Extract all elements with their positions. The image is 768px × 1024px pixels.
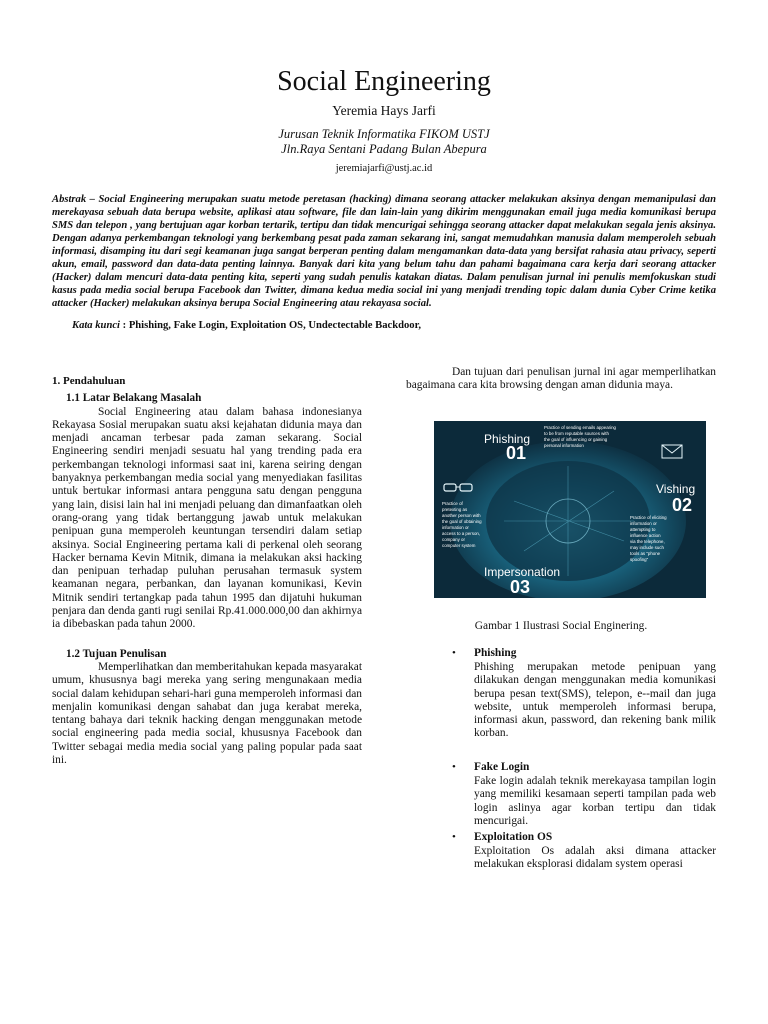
impersonation-desc-7: company or bbox=[442, 537, 465, 542]
social-engineering-illustration bbox=[434, 421, 706, 598]
bullet-body: Exploitation Os adalah aksi dimana attacker melakukan eksplorasi didalam system operasi bbox=[474, 845, 716, 871]
paper-title: Social Engineering bbox=[277, 66, 491, 97]
bullet-title: Phishing bbox=[474, 647, 517, 659]
paragraph-latar-belakang: Social Engineering atau dalam bahasa indonesianya Rekayasa Sosial merupakan suatu aksi kejahatan didunia maya dan menjadi ancaman terbesar pada zaman sekarang. Social Engineering sendiri menjadi sesuatu hal yang trending pada era perkembangan teknologi informasi saat ini, karena seiring dengan banyaknya perkembangan media social yang menyediakan fasilitas untuk bertukar informasi antara pengguna satu dengan pengguna yang lain, disisi lain hal ini menjadi peluang dan dimanfaatkan oleh orang-orang yang tidak bertanggung jawab untuk melakukan penipuan guna memperoleh keuntungan tersendiri dalam setiap aksinya. Social Engineering pertama kali di perkenal oleh seorang Hacker bernama Kevin Mitnik, dimana ia melakukan aksi hacking dan penipuan terhadap puluhan perusahan termasuk system keamanan negara, perbankan, dan layanan komunikasi, Kevin Mitnik sendiri tertangkap pada tahun 1995 dan dijatuhi hukuman penjara dan denda ganti rugi senilai Rp.41.000.000,00 dan akhirnya ia dibebaskan pada tahun 2000. bbox=[52, 405, 362, 631]
phishing-number: 01 bbox=[506, 443, 527, 463]
bullet-title: Fake Login bbox=[474, 761, 530, 773]
phishing-desc-3: the goal of influencing or gaining bbox=[544, 437, 608, 442]
bullet-icon: • bbox=[452, 761, 456, 773]
vishing-desc-8: spoofing" bbox=[630, 557, 649, 562]
phishing-label: Phishing bbox=[484, 432, 531, 446]
vishing-desc-1: Practice of eliciting bbox=[630, 515, 667, 520]
bullet-body: Phishing merupakan metode penipuan yang dilakukan dengan menggunakan media komunikasi berupa pesan text(SMS), telepon, e--mail dan juga website, untuk memperoleh informasi berupa, informasi akun, password, dan rekening bank milik korban. bbox=[474, 661, 716, 740]
subsection-heading-tujuan: 1.2 Tujuan Penulisan bbox=[66, 647, 167, 660]
right-column-intro bbox=[406, 366, 716, 393]
vishing-label: Vishing bbox=[656, 482, 696, 496]
author-email: jeremiajarfi@ustj.ac.id bbox=[335, 163, 433, 174]
abstract-text: Abstrak – Social Engineering merupakan suatu metode peretasan (hacking) dimana seorang attacker melakukan aksinya dengan memanipulasi dan merekayasa sebuah data berupa website, aplikasi atau software, file dan lain-lain yang dikirim menggunakan email juga media komunikasi berupa SMS dan telepon , yang bertujuan agar korban tertarik, tertipu dan tidak mencurigai sehingga seorang attacker dapat melakukan segala jenis aksinya. Dengan adanya perkembangan teknologi yang berkembang pesat pada zaman sekarang ini, sangat memudahkan manusia dalam memperoleh sebuah informasi, disamping itu dari segi keamanan juga sangat berperan penting dalam mengamankan data-data yang bersifat rahasia atau privacy, seperti akun, email, password dan data-data penting lainnya. Banyak dari kita yang belum tahu dan pahami bagaimana cara kerja dari seorang attacker (Hacker) dalam mencuri data-data penting kita, seperti yang sudah penulis katakan diatas. Dalam penulisan jurnal ini penulis memfokuskan studi kasus pada media social berupa Facebook dan Twitter, dimana kedua media social ini yang menjadi trending topic dalam dunia Cyber Crime ketika attacker (Hacker) melakukan aksinya berupa Social Engineering atau rekayasa social. bbox=[52, 194, 716, 309]
vishing-number: 02 bbox=[672, 495, 693, 515]
impersonation-desc-1: Practice of bbox=[442, 501, 463, 506]
bullet-icon: • bbox=[452, 831, 456, 843]
impersonation-label: Impersonation bbox=[484, 565, 561, 579]
bullet-icon: • bbox=[452, 647, 456, 659]
vishing-desc-5: via the telephone, bbox=[630, 539, 665, 544]
vishing-desc-6: may include such bbox=[630, 545, 664, 550]
section-heading-pendahuluan: 1. Pendahuluan bbox=[52, 375, 126, 387]
vishing-desc-7: tools as "phone bbox=[630, 551, 661, 556]
phishing-desc-4: personal information bbox=[544, 443, 584, 448]
vishing-desc-2: information or bbox=[630, 521, 657, 526]
phishing-desc-1: Practice of sending emails appearing bbox=[544, 425, 616, 430]
bullet-body: Fake login adalah teknik merekayasa tampilan login yang memiliki kesamaan seperti tampilan pada web login aslinya agar korban tertipu dan tidak mencurigai. bbox=[474, 775, 716, 827]
subsection-heading-latar-belakang: 1.1 Latar Belakang Masalah bbox=[66, 392, 202, 405]
impersonation-desc-4: the goal of obtaining bbox=[442, 519, 482, 524]
impersonation-desc-6: access to a person, bbox=[442, 531, 481, 536]
keywords-line bbox=[72, 320, 712, 331]
impersonation-desc-3: another person with bbox=[442, 513, 481, 518]
vishing-desc-3: attempting to bbox=[630, 527, 656, 532]
impersonation-desc-2: pretexting as bbox=[442, 507, 468, 512]
keywords-label: Kata kunci bbox=[72, 320, 120, 331]
phishing-desc-2: to be from reputable sources with bbox=[544, 431, 609, 436]
figure-caption: Gambar 1 Ilustrasi Social Enginering. bbox=[474, 620, 648, 632]
keywords-list: : Phishing, Fake Login, Exploitation OS, Undectectable Backdoor, bbox=[122, 320, 421, 331]
affiliation-line-2: Jln.Raya Sentani Padang Bulan Abepura bbox=[281, 142, 487, 156]
impersonation-desc-8: computer system bbox=[442, 543, 476, 548]
impersonation-number: 03 bbox=[510, 577, 531, 597]
bullet-title: Exploitation OS bbox=[474, 831, 553, 843]
paragraph-intro: Dan tujuan dari penulisan jurnal ini agar memperlihatkan bagaimana cara kita browsing dengan aman didunia maya. bbox=[406, 366, 716, 392]
affiliation-line-1: Jurusan Teknik Informatika FIKOM USTJ bbox=[278, 127, 490, 141]
impersonation-desc-5: information or bbox=[442, 525, 469, 530]
paragraph-tujuan: Memperlihatkan dan memberitahukan kepada masyarakat umum, khususnya bagi mereka yang sering mengunakaan media social dalam kehidupan sehari-hari guna memperoleh informasi dan menjalin komunikasi dengan sahabat dan juga kerabat mereka, tentang bahaya dari teknik hacking dengan menggunakan metode social engineering pada media social, khususnya Facebook dan Twitter sebagai media media social yang paling popular pada saat ini. bbox=[52, 660, 362, 767]
vishing-desc-4: influence action bbox=[630, 533, 661, 538]
author-name: Yeremia Hays Jarfi bbox=[332, 103, 436, 118]
left-column bbox=[52, 375, 362, 767]
